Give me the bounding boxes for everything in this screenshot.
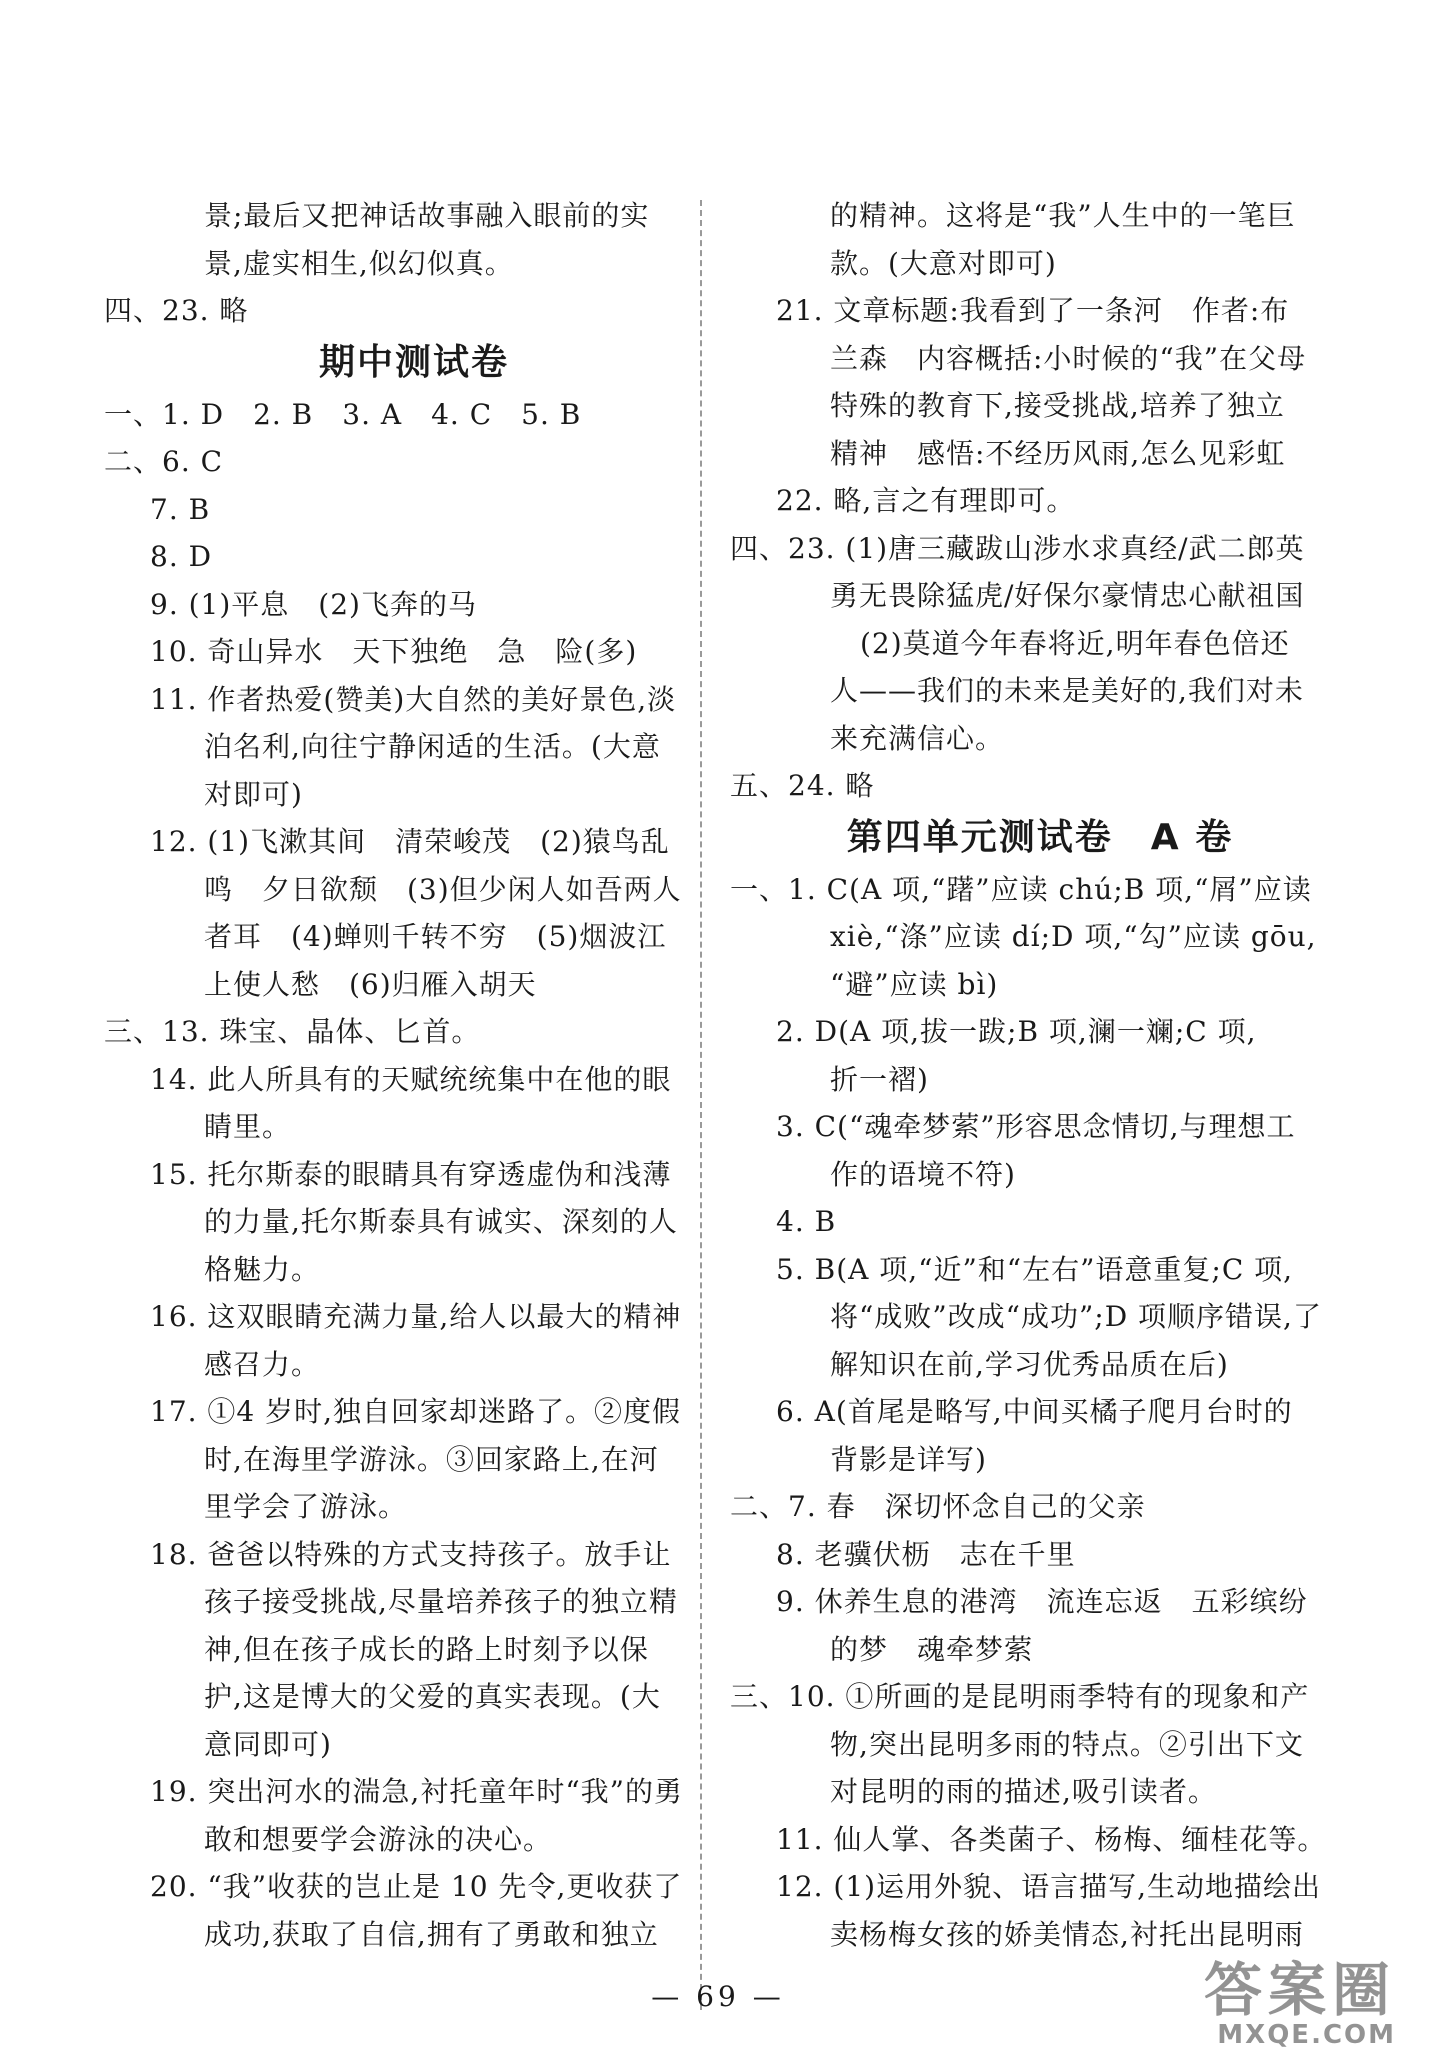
answer-line: 景,虚实相生,似幻似真。 [204, 246, 514, 280]
answer-line: 时,在海里学游泳。③回家路上,在河 [204, 1442, 659, 1476]
answer-line: 勇无畏除猛虎/好保尔豪情忠心献祖国 [830, 579, 1305, 612]
answer-line: 款。(大意对即可) [830, 246, 1057, 280]
answer-line: 17. ①4 岁时,独自回家却迷路了。②度假 [150, 1395, 682, 1428]
answer-line: 19. 突出河水的湍急,衬托童年时“我”的勇 [150, 1775, 683, 1808]
answer-line: 11. 作者热爱(赞美)大自然的美好景色,淡 [150, 682, 677, 716]
right-column [730, 192, 1350, 1958]
answer-line: 10. 奇山异水 天下独绝 急 险(多) [150, 635, 638, 668]
answer-line: 精神 感悟:不经历风雨,怎么见彩虹 [830, 436, 1286, 470]
answer-line: 鸣 夕日欲颓 (3)但少闲人如吾两人 [204, 872, 682, 906]
watermark-logo-text: 答案圈 [1203, 1956, 1396, 2024]
answer-line: 8. D [150, 540, 213, 573]
answer-line: 7. B [150, 492, 211, 526]
watermark-url: MXQE.COM [1217, 2020, 1396, 2050]
answer-line: 8. 老骥伏枥 志在千里 [776, 1537, 1076, 1571]
answer-line: 上使人愁 (6)归雁入胡天 [204, 967, 537, 1001]
column-divider [700, 200, 702, 2010]
answer-line: 二、7. 春 深切怀念自己的父亲 [730, 1490, 1146, 1523]
answer-line: 4. B [776, 1205, 837, 1238]
answer-line: (2)莫道今年春将近,明年春色倍还 [860, 626, 1290, 660]
answer-line: 20. “我”收获的岂止是 10 先令,更收获了 [150, 1870, 683, 1903]
answer-line: 一、1. D 2. B 3. A 4. C 5. B [104, 397, 582, 431]
answer-line: 12. (1)运用外貌、语言描写,生动地描绘出 [776, 1870, 1321, 1903]
section-heading: 期中测试卷 [318, 341, 509, 383]
answer-line: 感召力。 [204, 1347, 321, 1381]
answer-line: 护,这是博大的父爱的真实表现。(大 [204, 1680, 661, 1713]
page-number: — 69 — [651, 1980, 785, 2013]
answer-line: 里学会了游泳。 [204, 1490, 408, 1523]
answer-line: 21. 文章标题:我看到了一条河 作者:布 [776, 294, 1290, 327]
answer-line: “避”应读 bì) [830, 967, 999, 1001]
answer-line: 景;最后又把神话故事融入眼前的实 [204, 199, 650, 232]
answer-line: 将“成败”改成“成功”;D 项顺序错误,了 [830, 1300, 1322, 1333]
answer-line: 人——我们的未来是美好的,我们对未 [830, 674, 1304, 707]
answer-line: 对即可) [204, 777, 303, 811]
answer-line: 22. 略,言之有理即可。 [776, 484, 1076, 517]
answer-line: 背影是详写) [830, 1442, 987, 1476]
answer-line: 敢和想要学会游泳的决心。 [204, 1822, 553, 1856]
answer-line: 四、23. (1)唐三藏跋山涉水求真经/武二郎英 [730, 531, 1305, 565]
answer-line: 14. 此人所具有的天赋统统集中在他的眼 [150, 1062, 672, 1096]
answer-line: 解知识在前,学习优秀品质在后) [830, 1347, 1229, 1381]
answer-line: 五、24. 略 [730, 769, 875, 802]
answer-line: 卖杨梅女孩的娇美情态,衬托出昆明雨 [830, 1917, 1304, 1951]
answer-line: 5. B(A 项,“近”和“左右”语意重复;C 项, [776, 1252, 1294, 1286]
answer-line: 泊名利,向往宁静闲适的生活。(大意 [204, 730, 661, 763]
answer-line: 16. 这双眼睛充满力量,给人以最大的精神 [150, 1300, 682, 1333]
answer-line: 三、10. ①所画的是昆明雨季特有的现象和产 [730, 1680, 1310, 1713]
answer-line: xiè,“涤”应读 dí;D 项,“勾”应读 gōu, [830, 920, 1317, 953]
answer-line: 四、23. 略 [104, 294, 249, 327]
watermark-logo [1203, 1956, 1396, 2050]
answer-line: 2. D(A 项,拔一跋;B 项,澜一斓;C 项, [776, 1015, 1257, 1048]
answer-line: 12. (1)飞漱其间 清荣峻茂 (2)猿鸟乱 [150, 825, 670, 858]
answer-line: 的力量,托尔斯泰具有诚实、深刻的人 [204, 1205, 678, 1238]
answer-line: 对昆明的雨的描述,吸引读者。 [830, 1775, 1217, 1808]
answer-line: 6. A(首尾是略写,中间买橘子爬月台时的 [776, 1395, 1293, 1428]
answer-line: 成功,获取了自信,拥有了勇敢和独立 [204, 1917, 659, 1951]
answer-line: 11. 仙人掌、各类菌子、杨梅、缅桂花等。 [776, 1822, 1327, 1856]
answer-line: 折一褶) [830, 1062, 929, 1096]
answer-line: 的梦 魂牵梦萦 [830, 1632, 1034, 1666]
answer-line: 的精神。这将是“我”人生中的一笔巨 [830, 199, 1296, 232]
answer-line: 孩子接受挑战,尽量培养孩子的独立精 [204, 1585, 678, 1618]
answer-line: 作的语境不符) [830, 1157, 1016, 1191]
answer-line: 神,但在孩子成长的路上时刻予以保 [204, 1632, 649, 1666]
section-heading: 第四单元测试卷 A 卷 [846, 816, 1234, 858]
answer-line: 物,突出昆明多雨的特点。②引出下文 [830, 1727, 1304, 1761]
answer-line: 来充满信心。 [830, 721, 1005, 755]
answer-line: 格魅力。 [204, 1252, 321, 1286]
answer-line: 3. C(“魂牵梦萦”形容思念情切,与理想工 [776, 1110, 1296, 1143]
answer-line: 特殊的教育下,接受挑战,培养了独立 [830, 389, 1285, 422]
left-column [104, 192, 724, 1958]
answer-line: 9. (1)平息 (2)飞奔的马 [150, 587, 477, 621]
answer-line: 一、1. C(A 项,“躇”应读 chú;B 项,“屑”应读 [730, 872, 1312, 906]
answer-line: 兰森 内容概括:小时候的“我”在父母 [830, 341, 1307, 375]
answer-line: 9. 休养生息的港湾 流连忘返 五彩缤纷 [776, 1585, 1308, 1618]
answer-line: 睛里。 [204, 1110, 292, 1143]
answer-line: 15. 托尔斯泰的眼睛具有穿透虚伪和浅薄 [150, 1157, 672, 1191]
answer-line: 三、13. 珠宝、晶体、匕首。 [104, 1015, 481, 1048]
answer-line: 18. 爸爸以特殊的方式支持孩子。放手让 [150, 1537, 672, 1571]
answer-line: 意同即可) [204, 1727, 332, 1761]
answer-line: 者耳 (4)蝉则千转不穷 (5)烟波江 [204, 920, 667, 953]
answer-line: 二、6. C [104, 445, 224, 478]
